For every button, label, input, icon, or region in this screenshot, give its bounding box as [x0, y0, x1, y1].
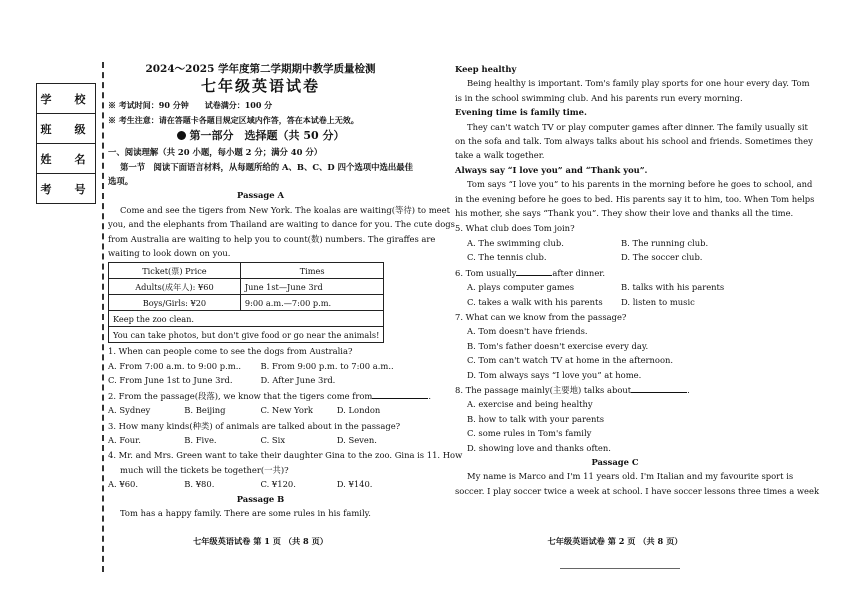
rule-heading: Always say “I love you” and “Thank you”.	[455, 164, 648, 175]
bullet-icon	[177, 131, 186, 140]
option: A. exercise and being healthy	[467, 399, 593, 410]
info-name-label: 姓 名	[37, 144, 96, 174]
passage-b-line: Tom says “I love you” to his parents in the morning before he goes to school, and	[467, 179, 813, 190]
option: B. Tom's father doesn't exercise every day.	[467, 340, 649, 351]
section-1-instruction: 第一节 阅读下面语言材料，从每题所给的 A、B、C、D 四个选项中选出最佳	[120, 161, 413, 172]
option: D. Seven.	[336, 434, 377, 445]
question-2-end: .	[428, 390, 432, 401]
option: D. showing love and thanks often.	[467, 442, 611, 453]
option: D. London	[336, 405, 381, 416]
part-title	[108, 127, 413, 145]
option: B. ¥80.	[184, 479, 215, 490]
page-2	[455, 62, 820, 498]
student-info-table	[36, 83, 96, 204]
option: B. The running club.	[621, 237, 709, 248]
binding-line	[102, 62, 104, 572]
question-6	[455, 266, 775, 280]
question-3-options	[108, 433, 413, 447]
option: C. From June 1st to June 3rd.	[108, 375, 233, 386]
question-7: 7. What can we know from the passage?	[455, 311, 627, 322]
table-header: Times	[240, 263, 384, 279]
question-6-options	[455, 280, 775, 294]
question-2-text: 2. From the passage(段落), we know that the tigers come from	[108, 390, 373, 401]
question-1-options	[108, 373, 413, 387]
question-6-end: after dinner.	[552, 267, 606, 278]
question-4-cont: much will the tickets be together(一共)?	[120, 464, 289, 475]
page-1-footer: 七年级英语试卷 第 1 页 （共 8 页）	[193, 536, 328, 546]
page-2-footer: 七年级英语试卷 第 2 页 （共 8 页）	[547, 536, 683, 546]
table-cell: Adults(成年人): ¥60	[109, 279, 241, 295]
passage-a-title: Passage A	[237, 190, 284, 201]
section-1-title: 一、阅读理解（共 20 小题，每小题 2 分；满分 40 分）	[108, 147, 323, 158]
question-4-options	[108, 477, 413, 491]
question-8-text: 8. The passage mainly(主要地) talks about	[455, 384, 632, 395]
option: A. Four.	[108, 434, 141, 445]
passage-b-line: in the evening before he goes to bed. His parents say it to him, too. When Tom helps	[455, 193, 815, 204]
question-8-end: .	[687, 384, 690, 395]
option: D. Tom always says “I love you” at home.	[467, 369, 642, 380]
answer-blank	[631, 383, 687, 393]
passage-a-line: from Australia are waiting to help you to count(数) numbers. The giraffes are	[108, 233, 436, 244]
question-5-options	[455, 236, 775, 250]
part-title-text: 第一部分 选择题（共 50 分）	[189, 129, 345, 143]
option: A. Tom doesn't have friends.	[467, 326, 588, 337]
exam-note-attention: ※ 考生注意：请在答题卡各题目规定区域内作答，答在本试卷上无效。	[108, 114, 359, 125]
question-3: 3. How many kinds(种类) of animals are talked about in the passage?	[108, 420, 401, 431]
option: C. The tennis club.	[467, 252, 547, 263]
passage-c-line: My name is Marco and I'm 11 years old. I'm Italian and my favourite sport is	[467, 471, 794, 482]
passage-c-line: soccer. I play soccer twice a week at school. I have soccer lessons three times a week	[455, 485, 820, 496]
passage-b-line: Being healthy is important. Tom's family play sports for one hour every day. Tom	[467, 78, 810, 89]
table-note: Keep the zoo clean.	[109, 311, 384, 327]
table-cell: 9:00 a.m.—7:00 p.m.	[240, 295, 384, 311]
option: D. The soccer club.	[621, 252, 703, 263]
rule-heading: Keep healthy	[455, 64, 517, 74]
passage-b-line: take a walk together.	[455, 150, 545, 161]
page-1	[108, 62, 463, 520]
option: A. Sydney	[108, 405, 151, 416]
option: B. talks with his parents	[621, 282, 725, 293]
question-5: 5. What club does Tom join?	[455, 223, 575, 234]
passage-b-line: Tom has a happy family. There are some rules in his family.	[120, 507, 371, 518]
passage-b-line: is in the school swimming club. And his parents run every morning.	[455, 92, 743, 103]
table-cell: June 1st—June 3rd	[240, 279, 384, 295]
exam-title: 七年级英语试卷	[200, 77, 320, 96]
option: B. Beijing	[184, 405, 226, 416]
question-1-options	[108, 359, 413, 373]
question-6-text: 6. Tom usually	[455, 267, 517, 278]
passage-a-line: you, and the elephants from Thailand are waiting to dance for you. The cute dogs	[108, 219, 455, 230]
option: A. plays computer games	[467, 282, 575, 293]
question-2-options	[108, 403, 413, 417]
passage-a-line: waiting to look down on you.	[108, 248, 231, 259]
section-1-instruction-cont: 选项。	[108, 176, 134, 187]
passage-b-title: Passage B	[236, 493, 285, 504]
option: A. From 7:00 a.m. to 9:00 p.m..	[108, 360, 242, 371]
option: C. New York	[260, 405, 313, 416]
question-6-options	[455, 295, 775, 309]
info-id-label: 考 号	[37, 174, 96, 204]
passage-b-line: They can't watch TV or play computer games after dinner. The family usually sit	[467, 121, 808, 132]
option: C. takes a walk with his parents	[467, 296, 603, 307]
question-4: 4. Mr. and Mrs. Green want to take their daughter Gina to the zoo. Gina is 11. How	[108, 450, 463, 461]
scan-mark-line	[560, 568, 680, 569]
question-2	[108, 389, 432, 403]
option: D. listen to music	[621, 296, 695, 307]
option: D. ¥140.	[336, 479, 373, 490]
table-cell: Boys/Girls: ¥20	[109, 295, 241, 311]
option: D. After June 3rd.	[260, 375, 336, 386]
passage-a-line: Come and see the tigers from New York. The koalas are waiting(等待) to meet	[120, 204, 450, 215]
answer-blank	[372, 389, 428, 399]
info-school-label: 学 校	[37, 84, 96, 114]
exam-note-time: ※ 考试时间：90 分钟 试卷满分：100 分	[108, 100, 273, 111]
option: C. some rules in Tom's family	[467, 428, 592, 439]
ticket-table	[108, 262, 384, 343]
option: B. Five.	[184, 434, 217, 445]
table-note: You can take photos, but don't give food or go near the animals!	[109, 327, 384, 343]
option: C. Six	[260, 434, 286, 445]
passage-b-line: on the sofa and talk. Tom always talks about his school and friends. Sometimes they	[455, 136, 813, 147]
option: A. ¥60.	[108, 479, 139, 490]
question-1: 1. When can people come to see the dogs from Australia?	[108, 346, 353, 357]
question-8	[455, 383, 775, 397]
option: B. how to talk with your parents	[467, 413, 605, 424]
answer-blank	[516, 266, 552, 276]
question-5-options	[455, 250, 775, 264]
passage-c-title: Passage C	[591, 456, 639, 467]
option: B. From 9:00 p.m. to 7:00 a.m..	[260, 360, 394, 371]
info-class-label: 班 级	[37, 114, 96, 144]
exam-header: 2024～2025 学年度第二学期期中教学质量检测	[145, 63, 376, 75]
option: A. The swimming club.	[467, 237, 564, 248]
rule-heading: Evening time is family time.	[455, 107, 587, 118]
option: C. Tom can't watch TV at home in the afternoon.	[467, 355, 674, 366]
table-header: Ticket(票) Price	[109, 263, 241, 279]
passage-b-line: his mother, she says “Thank you”. They show their love and thanks all the time.	[455, 208, 794, 219]
option: C. ¥120.	[260, 479, 296, 490]
